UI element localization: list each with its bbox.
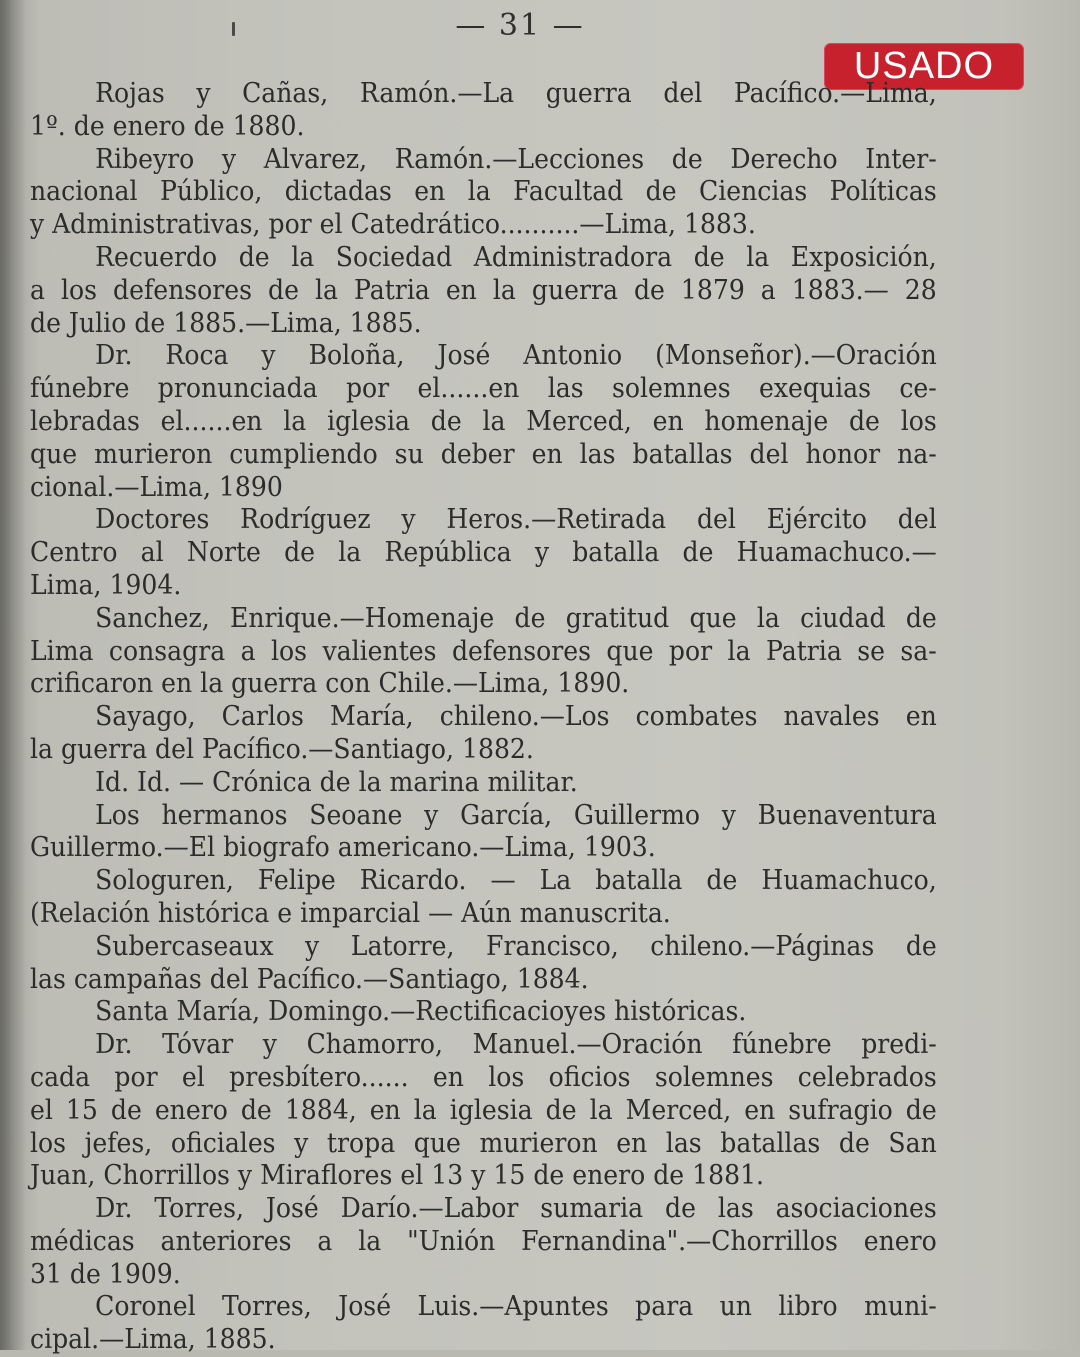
- bibliography-entry: [30, 1193, 937, 1291]
- used-badge: USADO: [824, 43, 1024, 90]
- entry-line: Sayago, Carlos María, chileno.—Los combates navales en: [95, 701, 937, 733]
- entry-line: lebradas el......en la iglesia de la Merced, en homenaje de los: [30, 405, 937, 437]
- entry-line: de Julio de 1885.—Lima, 1885.: [30, 307, 422, 339]
- entry-line: las campañas del Pacífico.—Santiago, 1884.: [30, 963, 589, 995]
- entry-line: nacional Público, dictadas en la Facultad de Ciencias Políticas: [30, 176, 937, 208]
- bibliography-entry: [30, 767, 937, 800]
- bibliography-entry: [30, 144, 937, 242]
- entry-line: y Administrativas, por el Catedrático..........—Lima, 1883.: [30, 209, 756, 241]
- entry-line: Dr. Tóvar y Chamorro, Manuel.—Oración fúnebre predi-: [95, 1029, 937, 1061]
- entry-line: que murieron cumpliendo su deber en las batallas del honor na-: [30, 438, 937, 470]
- entry-line: Recuerdo de la Sociedad Administradora de la Exposición,: [95, 241, 937, 273]
- entry-line: cional.—Lima, 1890: [30, 471, 283, 503]
- bibliography-entry: [30, 701, 937, 767]
- page-number: — 31 —: [455, 8, 585, 43]
- entry-line: médicas anteriores a la "Unión Fernandina".—Chorrillos enero: [30, 1225, 937, 1257]
- entry-line: Coronel Torres, José Luis.—Apuntes para un libro muni-: [95, 1291, 937, 1323]
- entry-line: fúnebre pronunciada por el......en las solemnes exequias ce-: [30, 373, 937, 405]
- entry-line: la guerra del Pacífico.—Santiago, 1882.: [30, 733, 534, 765]
- entry-line: Guillermo.—El biografo americano.—Lima, 1903.: [30, 832, 656, 864]
- bibliography-entry: [30, 931, 937, 997]
- entry-line: Juan, Chorrillos y Miraflores el 13 y 15 de enero de 1881.: [30, 1160, 765, 1192]
- bibliography-entry: [30, 340, 937, 504]
- bibliography-entry: [30, 1029, 937, 1193]
- entry-line: Rojas y Cañas, Ramón.—La guerra del Pacífico.—Lima,: [95, 78, 937, 109]
- bibliography-entry: [30, 1291, 937, 1357]
- bibliography-list: [30, 78, 937, 1357]
- entry-line: Subercaseaux y Latorre, Francisco, chileno.—Páginas de: [95, 930, 937, 962]
- entry-line: (Relación histórica e imparcial — Aún manuscrita.: [30, 897, 671, 929]
- bibliography-entry: [30, 78, 937, 144]
- gutter-shadow: [0, 0, 26, 1350]
- entry-line: Dr. Torres, José Darío.—Labor sumaria de las asociaciones: [95, 1193, 937, 1225]
- bibliography-entry: [30, 242, 937, 340]
- bibliography-entry: [30, 504, 937, 602]
- entry-line: los jefes, oficiales y tropa que murieron en las batallas de San: [30, 1127, 937, 1159]
- entry-line: Sologuren, Felipe Ricardo. — La batalla de Huamachuco,: [95, 865, 937, 897]
- entry-line: 1º. de enero de 1880.: [30, 110, 305, 142]
- bibliography-entry: [30, 865, 937, 931]
- entry-line: a los defensores de la Patria en la guerra de 1879 a 1883.— 28: [30, 274, 937, 306]
- entry-line: Santa María, Domingo.—Rectificacioyes históricas.: [95, 996, 747, 1028]
- entry-line: Sanchez, Enrique.—Homenaje de gratitud que la ciudad de: [95, 602, 937, 634]
- entry-line: Lima consagra a los valientes defensores que por la Patria se sa-: [30, 635, 937, 667]
- entry-line: Los hermanos Seoane y García, Guillermo y Buenaventura: [95, 799, 937, 831]
- entry-line: Id. Id. — Crónica de la marina militar.: [95, 766, 578, 798]
- entry-line: crificaron en la guerra con Chile.—Lima, 1890.: [30, 668, 630, 700]
- entry-line: Centro al Norte de la República y batalla de Huamachuco.—: [30, 537, 937, 569]
- entry-line: cada por el presbítero...... en los oficios solemnes celebrados: [30, 1061, 937, 1093]
- entry-line: Lima, 1904.: [30, 569, 182, 601]
- bibliography-entry: [30, 603, 937, 701]
- entry-line: Doctores Rodríguez y Heros.—Retirada del Ejército del: [95, 504, 937, 536]
- bibliography-entry: [30, 800, 937, 866]
- entry-line: cipal.—Lima, 1885.: [30, 1324, 276, 1356]
- bibliography-entry: [30, 996, 937, 1029]
- entry-line: el 15 de enero de 1884, en la iglesia de la Merced, en sufragio de: [30, 1094, 937, 1126]
- entry-line: 31 de 1909.: [30, 1258, 181, 1290]
- entry-line: Dr. Roca y Boloña, José Antonio (Monseñor).—Oración: [95, 340, 937, 372]
- entry-line: Ribeyro y Alvarez, Ramón.—Lecciones de Derecho Inter-: [95, 143, 937, 175]
